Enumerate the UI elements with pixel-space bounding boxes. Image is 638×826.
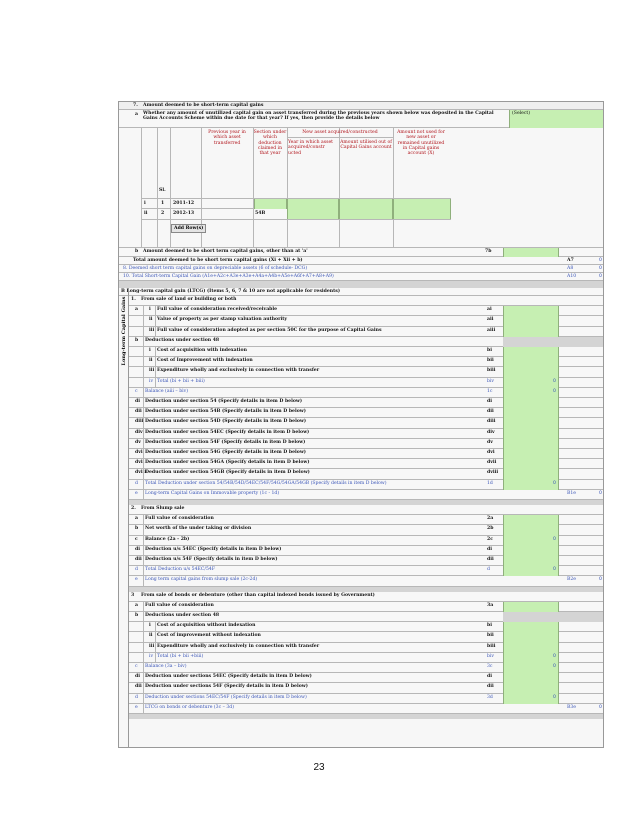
row-letter: di — [135, 399, 140, 404]
shaded-cell — [503, 337, 604, 347]
amount-input[interactable] — [503, 525, 559, 535]
list-item — [129, 643, 604, 653]
row-letter: dii — [135, 409, 142, 415]
row-text: Deduction under section 54F (Specify details in item D below) — [145, 439, 306, 445]
separator-band — [129, 714, 604, 719]
row-code: diii — [487, 419, 496, 425]
row-letter: b — [135, 337, 139, 343]
sec3-title-row — [129, 592, 604, 602]
row-letter: di — [135, 674, 140, 680]
amount-input[interactable] — [503, 515, 559, 525]
amount-input[interactable] — [503, 378, 559, 388]
row-roman: ii — [149, 317, 153, 323]
section7a-question: Whether any amount of unutilized capital gain on asset transferred during the previous years shown below was deposited in the Capital Gains Accounts Scheme within due date for that year? If yes, then provide the details below — [143, 111, 494, 122]
amount-input[interactable] — [503, 663, 559, 673]
row-roman: i — [149, 623, 151, 629]
amount-not-used-input[interactable] — [393, 209, 451, 219]
row-letter: e — [135, 577, 138, 583]
row-code: dv — [487, 439, 493, 445]
row-roman: iv — [149, 653, 154, 659]
list-item — [129, 378, 604, 388]
row-letter: c — [135, 388, 138, 394]
amount-input[interactable] — [503, 643, 559, 653]
row-text: Cost of Improvement with indexation — [157, 358, 253, 364]
list-item — [129, 704, 604, 714]
amount-input[interactable] — [503, 449, 559, 459]
list-item — [129, 515, 604, 525]
row-letter: diii — [135, 419, 144, 425]
amount-value: 0 — [599, 490, 602, 496]
ltcg-header-row — [119, 288, 604, 296]
amount-input[interactable] — [503, 367, 559, 377]
row-text: Long term capital gains from slump sale (2c-2d) — [145, 577, 258, 583]
list-item — [129, 439, 604, 449]
row-text: 8. Deemed short term capital gains on depreciable assets (6 of schedule- DCG) — [123, 266, 308, 271]
amount-input[interactable] — [503, 556, 559, 566]
row-letter: a — [135, 602, 138, 608]
list-item — [129, 576, 604, 586]
amount-value: 0 — [553, 567, 556, 573]
total-stcg-row: Total amount deemed to be short term capital gains (Xi + Xii + b) A7 0 — [119, 257, 604, 265]
amount-value: 0 — [553, 694, 556, 700]
row-code: biv — [487, 378, 495, 384]
amount-value: 0 — [553, 378, 556, 384]
row-text: Value of property as per stamp valuation authority — [157, 317, 288, 323]
list-item — [129, 480, 604, 490]
section7a-row — [119, 110, 604, 128]
row-roman: ii — [144, 211, 148, 216]
amount-input[interactable] — [503, 439, 559, 449]
row-code: B3e — [567, 704, 577, 710]
amount-value: 0 — [553, 480, 556, 486]
row-code: biii — [487, 643, 496, 649]
row-roman: ii — [149, 633, 153, 639]
row-code: aiii — [487, 327, 496, 333]
section-number: 3 — [131, 592, 135, 598]
list-item — [129, 546, 604, 556]
row-letter: div — [135, 429, 143, 435]
list-item — [129, 525, 604, 535]
amount-input[interactable] — [503, 306, 559, 316]
row-code: biii — [487, 368, 496, 374]
amount-input[interactable] — [503, 602, 559, 612]
amount-value: 0 — [553, 536, 556, 542]
row-text: Deduction u/s 54F (Specify details in item D below) — [145, 557, 278, 562]
row-text: Total (bi + bii +biii) — [157, 653, 204, 659]
amount-value: 0 — [553, 653, 556, 659]
row-text: Deduction u/s 54EC (Specify details in item D below) — [145, 546, 282, 552]
section-number: 2. — [131, 506, 136, 511]
row-text: Deduction under section 54GB (Specify details in item D below) — [145, 470, 310, 476]
row-letter: c — [135, 536, 138, 542]
list-item — [129, 347, 604, 357]
row-code: dii — [487, 409, 494, 415]
amount-input[interactable] — [503, 536, 559, 546]
deemed-stcg-row: 8. Deemed short term capital gains on depreciable assets (6 of schedule- DCG) A8 0 — [119, 265, 604, 273]
ltcg-title: B Long-term capital gain (LTCG) (Items 5, 6, 7 & 10 are not applicable for residents) — [121, 289, 341, 294]
amount-value: 0 — [599, 577, 602, 583]
row-code: di — [487, 546, 492, 552]
amount-input[interactable] — [503, 546, 559, 556]
row-letter: d — [135, 567, 138, 573]
row-code: 7b — [485, 249, 492, 254]
row-text: Deduction under section 54D (Specify details in item D below) — [145, 419, 307, 425]
amount-input[interactable] — [503, 673, 559, 683]
amount-input[interactable] — [503, 347, 559, 357]
row-code: dii — [487, 684, 494, 690]
amount-input[interactable] — [503, 480, 559, 490]
list-item — [129, 398, 604, 408]
row-text: 10. Total Short-term Capital Gain (A1e+A2c+A3e+A3e+A4a+A4b+A5e+A6f+A7+A8+A9) — [123, 274, 334, 279]
row-roman: i — [144, 201, 146, 206]
row-letter: d — [135, 480, 138, 486]
section-number: 1. — [131, 297, 136, 302]
select-value: (Select) — [512, 111, 531, 116]
row-letter: dv — [135, 439, 141, 445]
col-sl: Sl. — [159, 188, 166, 193]
row-code: 3c — [487, 664, 493, 669]
row-text: Deduction under section 54GA (Specify details in item D below) — [145, 460, 310, 466]
row-text: Deduction under section 54B (Specify details in item D below) — [145, 409, 306, 415]
capital-gains-subtable — [119, 128, 604, 248]
page-number: 23 — [313, 762, 325, 773]
row-code: aii — [487, 317, 494, 323]
row-code: B2e — [567, 577, 577, 583]
col-amount-not-used: Amount not used for new asset or remained unutilized in Capital gains account (X) — [397, 130, 445, 157]
row-letter: di — [135, 546, 140, 552]
row-roman: iii — [149, 327, 155, 333]
row-code: A7 — [567, 258, 574, 263]
row-code: 3d — [487, 694, 493, 700]
row-text: Deductions under section 48 — [145, 337, 220, 343]
list-item — [129, 622, 604, 632]
row-sl: 1 — [161, 201, 165, 206]
row-roman: i — [149, 348, 151, 353]
row-letter: e — [135, 704, 138, 710]
amount-input[interactable] — [503, 469, 559, 479]
row-text: Full value of consideration received/receivable — [157, 307, 278, 313]
amount-input[interactable] — [503, 398, 559, 408]
row-text: Deduction under sections 54EC/54F (Specify details in item D below) — [145, 694, 307, 700]
row-text: Cost of acquisition without indexation — [157, 623, 256, 629]
section7b-row — [119, 248, 604, 257]
row-letter: a — [135, 112, 138, 117]
row-text: Full value of consideration adopted as per section 50C for the purpose of Capital Gains — [157, 327, 382, 333]
row-year[interactable]: 2012-13 — [173, 211, 195, 216]
row-text: Expenditure wholly and exclusively in connection with transfer — [157, 368, 320, 374]
list-item — [129, 357, 604, 367]
row-text: Cost of improvement without indexation — [157, 633, 261, 639]
ltcg-sidebar — [119, 288, 129, 748]
row-code: ai — [487, 307, 492, 313]
row-code: dvi — [487, 450, 495, 455]
shaded-cell — [503, 612, 604, 622]
row-text: LTCG on bonds or debenture (3c – 3d) — [145, 704, 235, 710]
list-item — [129, 490, 604, 500]
list-item — [129, 459, 604, 469]
amount-input[interactable] — [503, 653, 559, 663]
amount-input[interactable] — [503, 357, 559, 367]
row-sl: 2 — [161, 211, 165, 216]
row-letter: dii — [135, 557, 142, 562]
year-acquired-input[interactable] — [287, 199, 339, 209]
row-letter: c — [135, 664, 138, 669]
row-letter: b — [135, 249, 139, 254]
ltcg-sidebar-label: Long-term Capital Gains — [121, 296, 127, 366]
row-letter: dii — [135, 684, 142, 690]
sec1-title-row — [129, 296, 604, 306]
row-code: bii — [487, 358, 494, 364]
row-code: 2a — [487, 516, 494, 522]
amount-input[interactable] — [503, 632, 559, 642]
list-item — [129, 429, 604, 439]
list-item — [129, 367, 604, 377]
amount-input[interactable] — [503, 429, 559, 439]
row-text: Deduction under section 54EC (Specify details in item D below) — [145, 429, 310, 435]
row-code: d — [487, 567, 490, 573]
list-item — [129, 632, 604, 642]
amount-input[interactable] — [503, 694, 559, 704]
list-item — [129, 653, 604, 663]
sec2-title-row — [129, 505, 604, 515]
section-title: From sale of bonds or debenture (other than capital indexed bonds issued by Government) — [141, 592, 375, 598]
amount-input[interactable] — [503, 418, 559, 428]
row-roman: ii — [149, 358, 153, 364]
amount-utilised-input[interactable] — [339, 199, 393, 209]
list-item — [129, 612, 604, 622]
row-letter: dviii — [135, 470, 147, 476]
itr-form-sheet — [118, 101, 604, 748]
row-letter: dvii — [135, 460, 145, 466]
row-letter: b — [135, 613, 139, 618]
row-code: 1d — [487, 480, 493, 486]
separator-band — [119, 281, 604, 288]
row-code: bii — [487, 633, 494, 639]
row-text: Total Deduction u/s 54EC/54F — [145, 567, 215, 573]
row-text: Deduction under section 54 (Specify details in item D below) — [145, 399, 303, 404]
row-roman: i — [149, 307, 151, 313]
amount-value: 0 — [553, 664, 556, 669]
row-code: 1c — [487, 388, 493, 394]
amount-value: 0 — [599, 704, 602, 710]
row-code: di — [487, 399, 492, 404]
capital-gains-scheme-select[interactable] — [509, 110, 604, 128]
section-title: From Slump sale — [141, 506, 185, 511]
section7-header-row — [119, 102, 604, 110]
year-acquired-input[interactable] — [287, 209, 339, 219]
total-stcg-10-row: 10. Total Short-term Capital Gain (A1e+A2c+A3e+A3e+A4a+A4b+A5e+A6f+A7+A8+A9) A10 0 — [119, 273, 604, 281]
row-letter: d — [135, 694, 138, 700]
row-code: dii — [487, 557, 494, 562]
list-item — [129, 683, 604, 693]
row-text: Expenditure wholly and exclusively in connection with transfer — [157, 643, 320, 649]
row-text: Balance (2a - 2b) — [145, 536, 190, 542]
list-item — [129, 388, 604, 398]
list-item — [129, 337, 604, 347]
list-item — [129, 469, 604, 479]
row-text: Balance (aiii – biv) — [145, 388, 188, 394]
amount-utilised-input[interactable] — [339, 209, 393, 219]
row-text: Deductions under section 48 — [145, 613, 220, 618]
row-text: Total (bi + bii + biii) — [157, 378, 205, 384]
row-code: 2b — [487, 526, 494, 532]
list-item — [129, 327, 604, 337]
row-code: biv — [487, 653, 495, 659]
row-text: Total Deduction under section 54/54B/54D/54EC/54F/54G/54GA/54GB (Specify details in item D below) — [145, 480, 387, 486]
section7-title: Amount deemed to be short-term capital gains — [143, 103, 264, 108]
row-code: A10 — [567, 274, 577, 279]
list-item — [129, 566, 604, 576]
row-code: A8 — [567, 266, 574, 271]
amount-input[interactable] — [503, 683, 559, 693]
row-text: Deduction under section 54G (Specify details in item D below) — [145, 450, 306, 455]
row-letter: a — [135, 516, 138, 522]
row-text: Amount deemed to be short term capital gains, other than at 'a' — [143, 249, 308, 254]
amount-not-used-input[interactable] — [393, 199, 451, 209]
list-item — [129, 408, 604, 418]
row-text: Balance (3a – biv) — [145, 664, 187, 669]
list-item — [129, 673, 604, 683]
list-item — [129, 306, 604, 316]
row-code: dviii — [487, 470, 499, 476]
row-roman: iii — [149, 368, 155, 374]
list-item — [129, 449, 604, 459]
row-text: Deduction under sections 54F (Specify details in item D below) — [145, 684, 308, 690]
row-code: bi — [487, 623, 492, 629]
add-rows-button[interactable]: Add Row(s) — [171, 224, 206, 233]
row-text: Net worth of the under taking or division — [145, 526, 252, 532]
row-code: 2c — [487, 536, 493, 542]
list-item — [129, 536, 604, 546]
row-code: dvii — [487, 460, 497, 466]
row-code: di — [487, 674, 492, 680]
amount-input[interactable] — [503, 248, 559, 257]
section-input[interactable] — [254, 199, 287, 209]
row-section[interactable]: 54B — [255, 211, 266, 216]
col-new-asset: New asset acquired/constructed — [302, 130, 378, 135]
row-code: B1e — [567, 490, 577, 496]
row-text: Cost of acquisition with indexation — [157, 348, 247, 353]
list-item — [129, 556, 604, 566]
list-item — [129, 663, 604, 673]
amount-input[interactable] — [503, 408, 559, 418]
amount-input[interactable] — [503, 388, 559, 398]
row-roman: iv — [149, 378, 154, 384]
col-amount-utilised: Amount utilised out of Capital Gains account — [340, 140, 392, 151]
row-year[interactable]: 2011-12 — [173, 201, 195, 206]
list-item — [129, 418, 604, 428]
section7-number: 7. — [133, 103, 138, 108]
amount-input[interactable] — [503, 459, 559, 469]
amount-value: 0 — [553, 388, 556, 394]
list-item — [129, 316, 604, 326]
row-letter: dvi — [135, 450, 143, 455]
amount-input[interactable] — [503, 566, 559, 576]
amount-input[interactable] — [503, 622, 559, 632]
list-item — [129, 602, 604, 612]
row-text: Total amount deemed to be short term capital gains (Xi + Xii + b) — [133, 258, 303, 263]
col-section: Section under which deduction claimed in that year — [253, 130, 287, 157]
row-letter: a — [135, 307, 138, 313]
row-letter: b — [135, 526, 139, 532]
row-text: Long-term Capital Gains on Immovable property (1c - 1d) — [145, 490, 280, 496]
row-letter: e — [135, 490, 138, 496]
row-roman: iii — [149, 643, 155, 649]
col-previous-year: Previous year in which asset transferred — [208, 130, 246, 146]
list-item — [129, 694, 604, 704]
row-code: div — [487, 429, 495, 435]
table-row — [141, 209, 451, 220]
section-title: From sale of land or building or both — [141, 297, 237, 302]
row-code: 3a — [487, 602, 494, 608]
row-text: Full value of consideration — [145, 516, 214, 522]
amount-input[interactable] — [503, 327, 559, 337]
row-text: Full value of consideration — [145, 602, 214, 608]
col-year-acquired: Year in which asset acquired/constr ucted — [288, 140, 334, 156]
row-text: Deduction under sections 54EC (Specify details in item D below) — [145, 674, 312, 680]
amount-input[interactable] — [503, 316, 559, 326]
table-row — [141, 198, 451, 209]
row-code: bi — [487, 348, 492, 353]
